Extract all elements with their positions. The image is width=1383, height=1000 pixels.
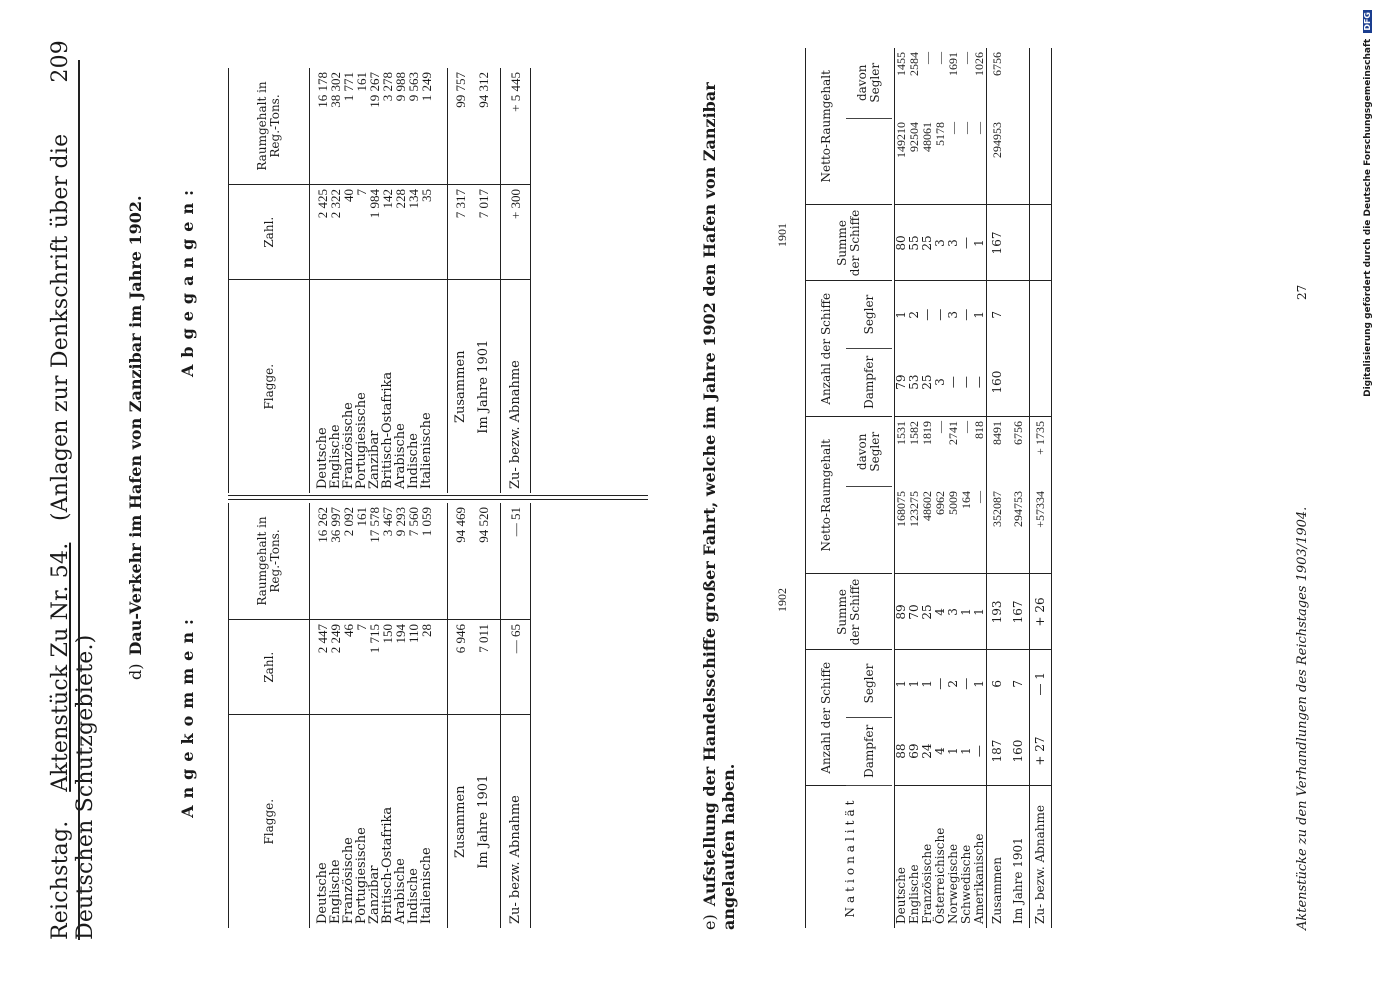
- header-title-sub: (Anlagen zur Denkschrift über die Deutschen Schutzgebiete.): [48, 133, 98, 940]
- table-row: Englische 2 249 36 997: [329, 503, 342, 928]
- table-row: Englische 2 322 38 302: [329, 68, 342, 493]
- departed-col-count: Zahl.: [229, 184, 310, 280]
- page-header: [48, 40, 98, 940]
- table-row: Deutsche 2 425 16 178: [316, 68, 329, 493]
- table-row: Portugiesische 7 161: [355, 503, 368, 928]
- total-row: Zusammen 187 6 193 352087 8491 160 7 167 294953 6756: [987, 48, 1009, 928]
- header-title-main: Aktenstück Zu Nr. 54.: [48, 542, 73, 792]
- prev-year-row: Im Jahre 1901 7 017 94 312: [467, 68, 501, 493]
- table-row: Schwedische 1 — 1 164 — — — — — —: [959, 52, 973, 924]
- page-footer: Aktenstücke zu den Verhandlungen des Reichstages 1903/1904.: [1295, 506, 1310, 930]
- arrived-col-count: Zahl.: [229, 619, 310, 715]
- double-divider: [228, 495, 648, 500]
- header-left: Reichstag.: [48, 820, 73, 940]
- table-row: Indische 110 7 560: [407, 503, 420, 928]
- table-row: Amerikanische — 1 1 — 818 — 1 1 — 1026: [972, 52, 986, 924]
- table-row: Arabische 228 9 988: [394, 68, 407, 493]
- departed-table: [228, 68, 531, 493]
- page-number: 209: [48, 40, 73, 83]
- departed-col-flag: Flagge.: [261, 363, 276, 410]
- arrived-heading: Angekommen:: [178, 612, 197, 818]
- diff-row: Zu- bezw. Abnahme + 300 + 5 445: [501, 68, 531, 493]
- table-row: Französische 40 1 771: [342, 68, 355, 493]
- table-row: Zanzibar 1 984 19 267: [368, 68, 381, 493]
- diff-row: Zu- bezw. Abnahme + 27 — 1 + 26 +57334 + 1735: [1030, 48, 1052, 928]
- ships-table: Nationalität Anzahl der Schiffe Summe der Schiffe Netto-Raumgehalt Anzahl der Schiffe Summe der Schiffe Netto-Raumgehalt Dampfer Segler davon Segler Dampfer Segler davon Segler Deutsche 88 1 89 168075 1531 79 1 80 149210 1455 Englische 69 1 70 123275 1582 53 2 55 92504 2584 Französische 24 1 25 48602 1819 25 — 25 48061 — Österreichische 4 — 4 6962 — 3 — 3 5178 — Norwegische 1 2 3 5009 2741 — 3 3 — 1691 Schwedische 1 — 1 164 — — — — — — Amerikanische — 1 1 — 818 — 1 1 — 1026 Zusammen 187 6 193 352087 8491 160 7 167 294953 6756 Im Jahre 1901 160 7 167 294753 6756 Zu- bezw. Abnahme + 27 — 1 + 26 +57334 + 1735: [805, 48, 1052, 928]
- departed-col-tonnage: Raumgehalt in Reg.-Tons.: [229, 68, 310, 184]
- table-row: Österreichische 4 — 4 6962 — 3 — 3 5178 —: [933, 52, 947, 924]
- prev-year-row: Im Jahre 1901 160 7 167 294753 6756: [1008, 48, 1030, 928]
- footer-page-number: 27: [1295, 284, 1309, 300]
- arrived-col-flag: Flagge.: [261, 798, 276, 845]
- table-row: Französische 24 1 25 48602 1819 25 — 25 48061 —: [920, 52, 934, 924]
- table-row: Italienische 28 1 059: [420, 503, 433, 928]
- table-row: Englische 69 1 70 123275 1582 53 2 55 92504 2584: [907, 52, 921, 924]
- digitization-note: Digitalisierung gefördert durch die Deutsche Forschungsgemeinschaft DFG: [1363, 12, 1373, 397]
- table-row: Arabische 194 9 293: [394, 503, 407, 928]
- col-nationality: Nationalität: [842, 796, 857, 918]
- total-row: Zusammen 7 317 99 757: [448, 68, 468, 493]
- diff-row: Zu- bezw. Abnahme — 65 — 51: [501, 503, 531, 928]
- section-d-title: d)Dau-Verkehr im Hafen von Zanzibar im Jahre 1902.: [126, 195, 145, 680]
- table-row: Norwegische 1 2 3 5009 2741 — 3 3 — 1691: [946, 52, 960, 924]
- table-row: Italienische 35 1 249: [420, 68, 433, 493]
- table-row: Deutsche 2 447 16 262: [316, 503, 329, 928]
- departed-heading: Abgegangen:: [178, 182, 197, 378]
- table-row: Zanzibar 1 715 17 578: [368, 503, 381, 928]
- dfg-logo-icon: DFG: [1363, 12, 1372, 31]
- table-row: Deutsche 88 1 89 168075 1531 79 1 80 149210 1455: [894, 52, 908, 924]
- arrived-col-tonnage: Raumgehalt in Reg.-Tons.: [229, 503, 310, 619]
- header-rule: [78, 60, 80, 940]
- section-e-title: e)Aufstellung der Handelsschiffe großer Fahrt, welche im Jahre 1902 den Hafen von Zanzibar angelaufen haben.: [700, 82, 738, 930]
- table-row: Britisch-Ostafrika 142 3 278: [381, 68, 394, 493]
- arrived-table: [228, 503, 531, 928]
- table-row: Portugiesische 7 161: [355, 68, 368, 493]
- table-row: Französische 46 2 092: [342, 503, 355, 928]
- year-1902-label: 1902: [775, 588, 789, 612]
- year-1901-label: 1901: [775, 223, 789, 247]
- prev-year-row: Im Jahre 1901 7 011 94 520: [467, 503, 501, 928]
- flag-cell: Deutsche: [315, 862, 330, 924]
- table-row: Britisch-Ostafrika 150 3 467: [381, 503, 394, 928]
- table-row: Indische 134 9 563: [407, 68, 420, 493]
- total-row: Zusammen 6 946 94 469: [448, 503, 468, 928]
